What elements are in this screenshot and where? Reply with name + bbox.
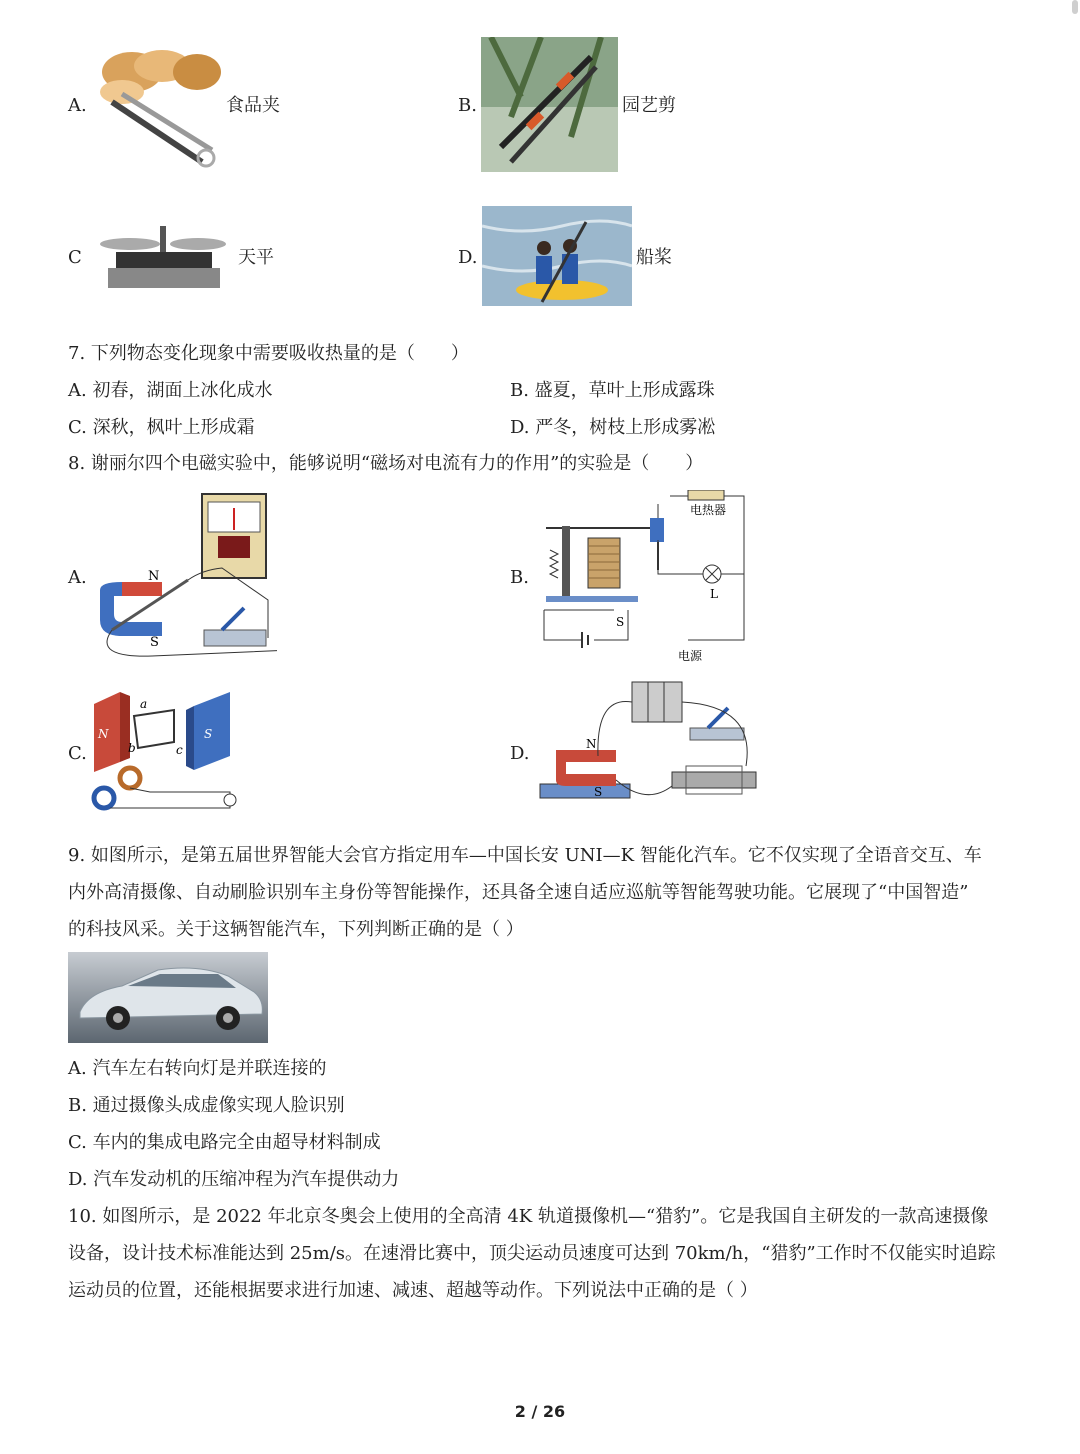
fig-a-s-label: S [150, 635, 159, 650]
fig-c-b-label: b [128, 741, 136, 755]
q6-option-b-label: B. [458, 95, 477, 116]
q8-option-a: A. [68, 567, 87, 588]
generator-coil-figure [90, 686, 240, 814]
q7-option-b: B. 盛夏，草叶上形成露珠 [510, 380, 715, 401]
q8-option-b: B. [510, 567, 529, 588]
page-number: 2 / 26 [514, 1402, 566, 1421]
fig-b-power-label: 电源 [678, 649, 703, 662]
q8-stem: 8. 谢丽尔四个电磁实验中，能够说明“磁场对电流有力的作用”的实验是（ ） [68, 453, 704, 474]
food-tongs-image [92, 42, 222, 170]
fig-c-a-label: a [140, 697, 148, 711]
fig-b-lamp-label: L [710, 587, 718, 601]
relay-circuit-figure [538, 490, 748, 662]
paddle-boat-image [482, 206, 632, 306]
q6-option-c-label: C [68, 247, 82, 268]
q8-option-d: D. [510, 743, 530, 764]
q9-stem-line2: 内外高清摄像、自动刷脸识别车主身份等智能操作，还具备全速自适应巡航等智能驾驶功能。它展现了“中国智造” [68, 882, 969, 903]
fig-d-s-label: S [594, 785, 603, 799]
q10-stem-line2: 设备，设计技术标准能达到 25m/s。在速滑比赛中，顶尖运动员速度可达到 70km/h，“猎豹”工作时不仅能实时追踪 [68, 1243, 996, 1264]
garden-shears-image [481, 37, 618, 172]
q9-option-a: A. 汽车左右转向灯是并联连接的 [68, 1058, 327, 1079]
scrollbar[interactable] [1072, 0, 1078, 14]
q7-option-c: C. 深秋，枫叶上形成霜 [68, 417, 255, 438]
fig-b-switch-label: S [616, 615, 625, 629]
fig-c-n-label: N [98, 727, 109, 741]
q7-stem: 7. 下列物态变化现象中需要吸收热量的是（ ） [68, 343, 469, 364]
q6-option-c-caption: 天平 [238, 247, 274, 268]
q9-stem-line1: 9. 如图所示，是第五届世界智能大会官方指定用车—中国长安 UNI—K 智能化汽车。它不仅实现了全语音交互、车 [68, 845, 982, 866]
fig-d-n-label: N [586, 737, 597, 751]
galvanometer-experiment-figure [92, 490, 277, 662]
q9-option-d: D. 汽车发动机的压缩冲程为汽车提供动力 [68, 1169, 400, 1190]
q10-stem-line3: 运动员的位置，还能根据要求进行加速、减速、超越等动作。下列说法中正确的是（ ） [68, 1280, 758, 1301]
fig-b-heater-label: 电热器 [690, 503, 727, 517]
smart-car-image [68, 952, 268, 1043]
q7-option-a: A. 初春，湖面上冰化成水 [68, 380, 273, 401]
fig-a-n-label: N [148, 569, 160, 584]
q9-option-b: B. 通过摄像头成虚像实现人脸识别 [68, 1095, 345, 1116]
fig-c-c-label: c [176, 743, 183, 757]
q6-option-a-caption: 食品夹 [226, 95, 280, 116]
q6-option-b-caption: 园艺剪 [622, 95, 676, 116]
q7-option-d: D. 严冬，树枝上形成雾凇 [510, 417, 716, 438]
q10-stem-line1: 10. 如图所示，是 2022 年北京冬奥会上使用的全高清 4K 轨道摄像机—“猎豹”。它是我国自主研发的一款高速摄像 [68, 1206, 989, 1227]
q6-option-d-label: D. [458, 247, 478, 268]
balance-scale-image [98, 222, 228, 294]
q8-option-c: C. [68, 743, 87, 764]
fig-c-s-label: S [204, 727, 213, 741]
q9-stem-line3: 的科技风采。关于这辆智能汽车，下列判断正确的是（ ） [68, 919, 524, 940]
q6-option-d-caption: 船桨 [636, 247, 672, 268]
q6-option-a-label: A. [68, 95, 87, 116]
battery-rheostat-figure [536, 676, 766, 828]
q9-option-c: C. 车内的集成电路完全由超导材料制成 [68, 1132, 381, 1153]
